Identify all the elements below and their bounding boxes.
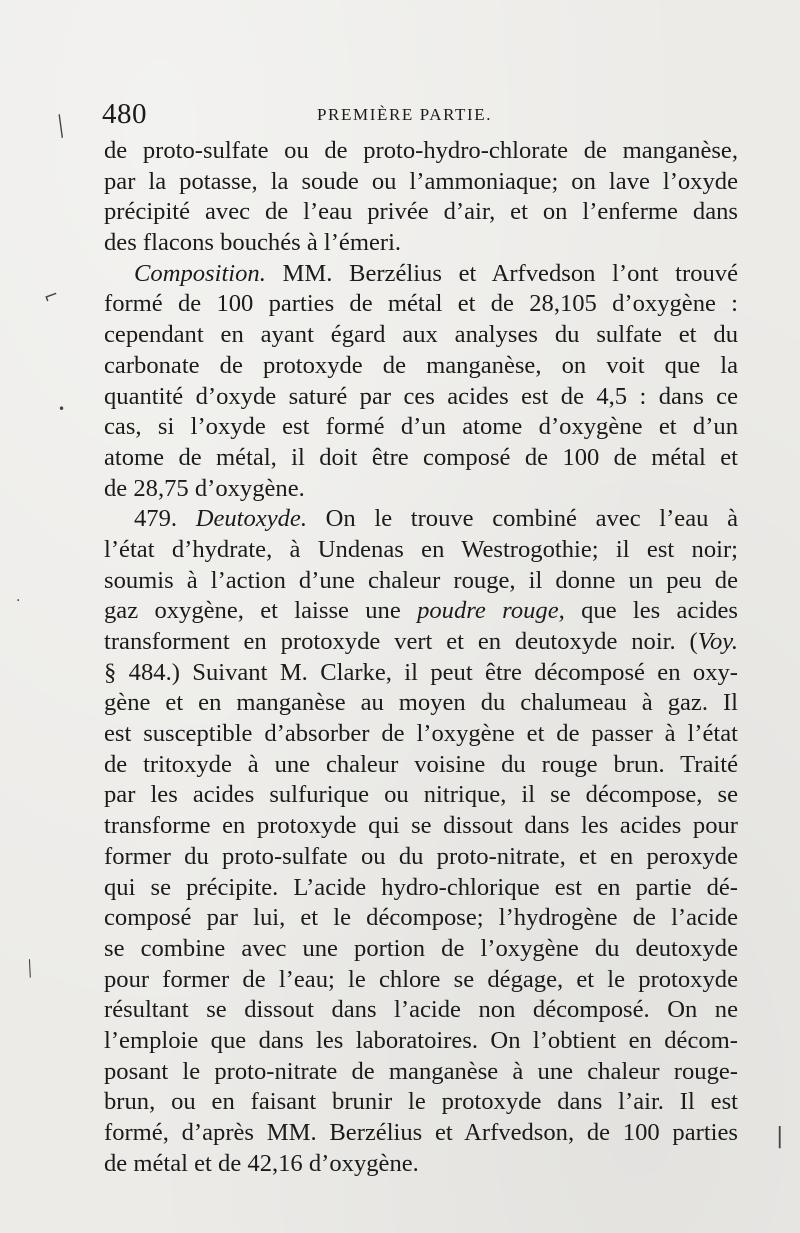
page-header	[102, 96, 742, 136]
text-line: résultant se dissout dans l’acide non décomposé. On ne	[104, 996, 738, 1024]
text-line: des flacons bouchés à l’émeri.	[104, 229, 402, 257]
body-text	[104, 136, 738, 1179]
margin-pencil-mark: ·	[16, 593, 21, 609]
emphasis-poudre-rouge: poudre rouge,	[417, 597, 565, 625]
text-line: formé de 100 parties de métal et de 28,105 d’oxygène :	[104, 290, 738, 318]
margin-pencil-mark: ╱	[50, 114, 72, 139]
margin-pencil-mark: ╱	[22, 959, 38, 979]
text-line: de 28,75 d’oxygène.	[104, 474, 305, 502]
text-line: se combine avec une portion de l’oxygène du deutoxyde	[104, 934, 738, 962]
page-number: 480	[102, 98, 147, 130]
text-run: On le trouve combiné avec l’eau à	[307, 505, 738, 533]
text-line: soumis à l’action d’une chaleur rouge, il donne un peu de	[104, 566, 738, 594]
text-line: précipité avec de l’eau privée d’air, et on l’enferme dans	[104, 198, 738, 226]
text-line: par la potasse, la soude ou l’ammoniaque; on lave l’oxyde	[104, 167, 738, 195]
text-line	[104, 504, 738, 535]
text-run: que les acides	[564, 597, 739, 625]
section-heading-composition: Composition.	[134, 259, 266, 287]
text-line: § 484.) Suivant M. Clarke, il peut être décomposé en oxy-	[104, 658, 738, 686]
running-head: PREMIÈRE PARTIE.	[317, 105, 493, 124]
text-line	[104, 259, 738, 290]
text-line	[104, 627, 738, 658]
text-line: l’état d’hydrate, à Undenas en Westrogothie; il est noir;	[104, 535, 738, 563]
text-line: quantité d’oxyde saturé par ces acides est de 4,5 : dans ce	[104, 382, 738, 410]
text-line: formé, d’après MM. Berzélius et Arfvedson, de 100 parties	[104, 1119, 738, 1146]
text-line: de métal et de 42,16 d’oxygène.	[104, 1149, 419, 1177]
text-line: gène et en manganèse au moyen du chalumeau à gaz. Il	[104, 689, 738, 717]
text-line: posant le proto-nitrate de manganèse à une chaleur rouge-	[104, 1057, 738, 1085]
text-run: MM. Berzélius et Arfvedson l’ont trouvé	[265, 259, 738, 287]
text-line: composé par lui, et le décompose; l’hydrogène de l’acide	[104, 904, 738, 932]
text-line: former du proto-sulfate ou du proto-nitrate, et en peroxyde	[104, 842, 738, 870]
text-line: qui se précipite. L’acide hydro-chlorique est en partie dé-	[104, 873, 738, 901]
text-line: est susceptible d’absorber de l’oxygène et de passer à l’état	[104, 720, 738, 748]
text-line: cas, si l’oxyde est formé d’un atome d’oxygène et d’un	[104, 413, 738, 441]
emphasis-voy: Voy.	[697, 628, 738, 655]
text-run: gaz oxygène, et laisse une	[104, 597, 418, 625]
text-line: carbonate de protoxyde de manganèse, on voit que la	[104, 351, 738, 379]
text-line: atome de métal, il doit être composé de 100 de métal et	[104, 443, 738, 471]
margin-pencil-mark: |	[776, 1124, 784, 1149]
text-line: pour former de l’eau; le chlore se dégage, et le protoxyde	[104, 965, 738, 993]
text-run: transforment en protoxyde vert et en deutoxyde noir. (	[104, 628, 698, 655]
text-line: de proto-sulfate ou de proto-hydro-chlorate de manganèse,	[104, 137, 738, 164]
margin-pencil-mark: •	[58, 402, 66, 416]
text-line: cependant en ayant égard aux analyses du sulfate et du	[104, 321, 738, 349]
text-line	[104, 596, 738, 627]
text-line: de tritoxyde à une chaleur voisine du rouge brun. Traité	[104, 750, 738, 778]
text-line: l’emploie que dans les laboratoires. On l’obtient en décom-	[104, 1026, 738, 1054]
section-heading-deutoxyde: Deutoxyde.	[195, 505, 307, 533]
text-line: par les acides sulfurique ou nitrique, il se décompose, se	[104, 781, 738, 809]
text-line: transforme en protoxyde qui se dissout dans les acides pour	[104, 812, 738, 840]
margin-pencil-mark: ⌐	[40, 284, 63, 309]
section-number: 479.	[134, 505, 196, 533]
text-line: brun, ou en faisant brunir le protoxyde dans l’air. Il est	[104, 1088, 738, 1116]
